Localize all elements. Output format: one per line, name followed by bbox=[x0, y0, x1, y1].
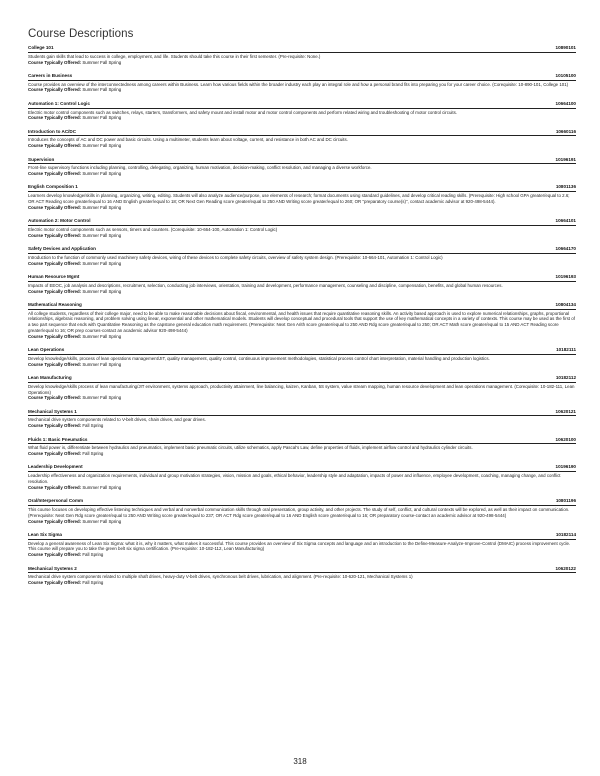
course-code: 10801136 bbox=[555, 184, 576, 190]
course-entry bbox=[28, 437, 576, 457]
offered-terms: Summer Fall Spring bbox=[82, 87, 122, 93]
course-description: Introduces the concepts of AC and DC power and basic circuits. Using a multimeter, students learn about voltage, current, and resistance in both AC and DC circuits. bbox=[28, 137, 348, 143]
course-code: 10620122 bbox=[555, 565, 576, 571]
course-entry bbox=[28, 73, 576, 93]
offered-label: Course Typically Offered: bbox=[28, 260, 82, 266]
course-name: Oral/Interpersonal Comm bbox=[28, 498, 84, 504]
offered-terms: Summer Fall Spring bbox=[82, 333, 122, 339]
course-name: Automation 1: Control Logic bbox=[28, 100, 91, 106]
page-number: 318 bbox=[293, 757, 307, 766]
offered-terms: Summer Fall Spring bbox=[82, 115, 122, 121]
page-title: Course Descriptions bbox=[28, 28, 134, 40]
course-code: 10196191 bbox=[555, 156, 576, 162]
course-code: 10890101 bbox=[555, 45, 576, 50]
course-header bbox=[28, 532, 576, 540]
course-entry bbox=[28, 101, 576, 121]
course-offered bbox=[28, 519, 576, 525]
course-entry bbox=[28, 409, 576, 429]
offered-terms: Summer Fall Spring bbox=[82, 288, 122, 294]
offered-label: Course Typically Offered: bbox=[28, 333, 82, 339]
offered-label: Course Typically Offered: bbox=[28, 451, 82, 457]
course-description: Develop a general awareness of Lean Six Sigma: what it is, why it matters, what makes it successful. This course provides an overview of Six Sigma concepts and language and an introduction to the Define-Measure-Analyze-Improve-Control (DMAIC) process improvement cycle. This course will prepare you to take the green belt six sigma certification. (Pre-requisite: 10-182-112, Lean Manufacturing) bbox=[28, 540, 571, 552]
offered-label: Course Typically Offered: bbox=[28, 552, 82, 558]
course-name: College 101 bbox=[28, 45, 54, 50]
course-description: What fluid power is, differentiate between hydraulics and pneumatics, implement basic pneumatic circuits, utilize schematics, apply Pascal's Law, define properties of fluids, implement airflow control and hydraulics cylinder circuits. bbox=[28, 445, 473, 451]
course-description: Mechanical drive system components related to V-belt drives, chain drives, and gear drives. bbox=[28, 417, 206, 423]
course-offered bbox=[28, 334, 576, 340]
offered-label: Course Typically Offered: bbox=[28, 395, 82, 401]
course-header bbox=[28, 347, 576, 355]
course-offered bbox=[28, 60, 576, 66]
course-header bbox=[28, 566, 576, 574]
course-code: 10105100 bbox=[555, 72, 576, 78]
course-name: Mechanical Systems 2 bbox=[28, 565, 77, 571]
course-entry bbox=[28, 566, 576, 586]
course-offered bbox=[28, 233, 576, 239]
course-name: Lean Operations bbox=[28, 347, 65, 353]
course-offered bbox=[28, 485, 576, 491]
course-code: 10196193 bbox=[555, 273, 576, 279]
offered-terms: Fall Spring bbox=[82, 552, 104, 558]
course-offered bbox=[28, 552, 576, 558]
course-code: 10664100 bbox=[555, 100, 576, 106]
course-name: Fluids 1: Basic Pneumatics bbox=[28, 436, 88, 442]
course-entry bbox=[28, 498, 576, 524]
offered-label: Course Typically Offered: bbox=[28, 143, 82, 149]
course-header bbox=[28, 375, 576, 383]
offered-terms: Fall Spring bbox=[82, 423, 104, 429]
course-header bbox=[28, 157, 576, 165]
course-description: Develop knowledge/skills process of lean manufacturing/JIT environment, systems approach, productivity attainment, line balancing, kaizen, Kanban, 5S system, value stream mapping, human resource development and lean operations management. (Corequisite: 10-182-111, Lean Operations) bbox=[28, 383, 575, 395]
course-header bbox=[28, 302, 576, 310]
course-offered bbox=[28, 451, 576, 457]
course-offered bbox=[28, 261, 576, 267]
course-code: 10620100 bbox=[555, 436, 576, 442]
course-description: All college students, regardless of their college major, need to be able to make reasonable decisions about fiscal, environmental, and health issues that require quantitative reasoning skills. An activity based approach is used to explore numerical relationships, graphs, proportional relationships, algebraic reasoning, and problem solving using linear, exponential and other mathematical models. Students will develop conceptual and procedural tools that support the use of key mathematical concepts in a variety of contexts. This course may be used as the first of a two part sequence that ends with Quantitative Reasoning as the capstone general education math requirement. (Prerequisite: Next Gen Arith score greater/equal to 250 AND Rdg score greater/equal to 250; OR ACT Math score greater/equal to 15 AND ACT Reading score greater/equal to 16; OR prep courses-contact an academic advisor 920-498-5444) bbox=[28, 310, 575, 333]
course-offered bbox=[28, 87, 576, 93]
course-offered bbox=[28, 205, 576, 211]
course-code: 10182112 bbox=[555, 374, 576, 380]
course-description: Electric motor control components such as switches, relays, starters, transformers, and safety mount and install motor and motor control components and perform related wiring and troubleshooting of motor control circuits. bbox=[28, 109, 458, 115]
course-description: Leadership effectiveness and organization requirements, individual and group motivation strategies, vision, mission and goals, ethical behavior, leadership style and adaptation, impacts of power and influence, employee development, coaching, managing change, and conflict resolution. bbox=[28, 473, 561, 485]
offered-terms: Summer Fall Spring bbox=[82, 260, 122, 266]
offered-terms: Summer Fall Spring bbox=[82, 361, 122, 367]
course-code: 10664170 bbox=[555, 246, 576, 252]
course-name: Supervision bbox=[28, 156, 55, 162]
course-header bbox=[28, 129, 576, 137]
course-header bbox=[28, 464, 576, 472]
course-name: English Composition 1 bbox=[28, 184, 78, 190]
course-description: Introduction to the function of commonly used machinery safety devices, wiring of these devices to complete safety circuits, overview of safety system design. (Prerequisite: 10-664-101, Automation 1: Control Logic) bbox=[28, 254, 443, 260]
course-code: 10182114 bbox=[555, 531, 576, 537]
offered-label: Course Typically Offered: bbox=[28, 484, 82, 490]
offered-terms: Fall Spring bbox=[82, 451, 104, 457]
offered-terms: Summer Fall Spring bbox=[82, 171, 122, 177]
course-entry bbox=[28, 184, 576, 210]
course-header bbox=[28, 498, 576, 506]
offered-terms: Summer Fall Spring bbox=[82, 59, 122, 65]
course-name: Mathematical Reasoning bbox=[28, 301, 82, 307]
course-description: Course provides an overview of the interconnectedness among careers within Business. Learn how various fields within the broader industry each play an integral role and how a personal brand fits into preparing you for your career choice. (Corequisite: 10-890-101, College 101) bbox=[28, 81, 569, 87]
course-description: Electric motor control components such as sensors, timers and counters. (Corequisite: 10-664-100, Automation 1: Control Logic) bbox=[28, 226, 278, 232]
offered-label: Course Typically Offered: bbox=[28, 423, 82, 429]
course-offered bbox=[28, 362, 576, 368]
course-header bbox=[28, 274, 576, 282]
offered-terms: Fall Spring bbox=[82, 580, 104, 586]
course-offered bbox=[28, 171, 576, 177]
offered-terms: Summer Fall Spring bbox=[82, 232, 122, 238]
course-code: 10664101 bbox=[555, 218, 576, 224]
course-name: Safety Devices and Application bbox=[28, 246, 96, 252]
course-offered bbox=[28, 289, 576, 295]
offered-label: Course Typically Offered: bbox=[28, 518, 82, 524]
course-offered bbox=[28, 143, 576, 149]
course-offered bbox=[28, 423, 576, 429]
course-offered bbox=[28, 580, 576, 586]
course-name: Lean Six Sigma bbox=[28, 531, 62, 537]
course-code: 10804134 bbox=[555, 301, 576, 307]
course-header bbox=[28, 73, 576, 81]
course-description: Learners develop knowledge/skills in planning, organizing, writing, editing. Students will also analyze audience/purpose, use elements of research; format documents using standard guidelines, and develop critical reading skills. (Prerequisite: High school GPA greater/equal to 2.6; OR ACT Reading score greater/equal to 16 AND English greater/equal to 18; OR Next Gen Reading score greater/equal to 250 AND Writing score greater/equal to 260; OR "preparatory course(s)", contact academic advisor at 920-498-5444). bbox=[28, 193, 570, 205]
course-header bbox=[28, 437, 576, 445]
course-name: Lean Manufacturing bbox=[28, 374, 72, 380]
course-description: Develop knowledge/skills, process of lean operations management/JIT, quality management, quality control, continuous improvement methodologies, statistical process control chart interpretation, material handling and production logistics. bbox=[28, 355, 490, 361]
offered-label: Course Typically Offered: bbox=[28, 171, 82, 177]
course-descriptions-page bbox=[28, 28, 576, 593]
course-entry bbox=[28, 45, 576, 65]
course-name: Human Resource Mgmt bbox=[28, 273, 80, 279]
course-code: 10196190 bbox=[555, 464, 576, 470]
course-header bbox=[28, 184, 576, 192]
course-header bbox=[28, 45, 576, 53]
course-description: This course focuses on developing effective listening techniques and verbal and nonverbal communication skills through oral presentation, group activity, and other projects. The study of self, conflict, and cultural contexts will be explored, as well as their impact on communication. (Prerequisite: Next Gen Rdg score greater/equal to 250 AND Writing score greater/equal to 237; OR ACT Rdg score greater/equal to 16 AND English score greater/equal to 16; OR preparatory course-contact an academic advisor at 920-498-5444) bbox=[28, 506, 570, 518]
offered-label: Course Typically Offered: bbox=[28, 361, 82, 367]
offered-terms: Summer Fall Spring bbox=[82, 484, 122, 490]
course-description: Front-line supervisory functions including planning, controlling, delegating, organizing, human motivation, decision-making, conflict resolution, and managing a diverse workforce. bbox=[28, 165, 372, 171]
course-description: Impacts of EEOC, job analysis and descriptions, recruitment, selection, conducting job interviews, orientation, training and development, performance management, counseling and discipline, compensation, benefits, and global human resources. bbox=[28, 282, 503, 288]
course-entry bbox=[28, 302, 576, 340]
course-entry bbox=[28, 129, 576, 149]
course-entry bbox=[28, 464, 576, 490]
offered-label: Course Typically Offered: bbox=[28, 232, 82, 238]
course-code: 10801196 bbox=[555, 498, 576, 504]
course-entry bbox=[28, 375, 576, 401]
offered-label: Course Typically Offered: bbox=[28, 580, 82, 586]
course-entry bbox=[28, 246, 576, 266]
course-code: 10620121 bbox=[555, 408, 576, 414]
course-offered bbox=[28, 115, 576, 121]
course-entry bbox=[28, 347, 576, 367]
offered-terms: Summer Fall Spring bbox=[82, 518, 122, 524]
course-description: Mechanical drive system components related to multiple shaft drives, heavy-duty V-belt drives, synchronous belt drives, lubrication, and alignment. (Pre-requisite: 10-620-121, Mechanical Systems 1) bbox=[28, 574, 413, 580]
course-code: 10660116 bbox=[555, 128, 576, 134]
offered-terms: Summer Fall Spring bbox=[82, 395, 122, 401]
course-entry bbox=[28, 274, 576, 294]
course-entry bbox=[28, 218, 576, 238]
course-header bbox=[28, 218, 576, 226]
offered-label: Course Typically Offered: bbox=[28, 87, 82, 93]
course-code: 10182111 bbox=[556, 347, 576, 353]
offered-terms: Summer Fall Spring bbox=[82, 204, 122, 210]
course-name: Careers in Business bbox=[28, 72, 73, 78]
course-list bbox=[28, 45, 576, 586]
course-header bbox=[28, 246, 576, 254]
course-entry bbox=[28, 532, 576, 558]
course-offered bbox=[28, 395, 576, 401]
course-description: Students gain skills that lead to success in college, employment, and life. Students should take this course in their first semester. (Pre-requisite: None.) bbox=[28, 53, 321, 59]
course-name: Mechanical Systems 1 bbox=[28, 408, 77, 414]
offered-label: Course Typically Offered: bbox=[28, 59, 82, 65]
offered-label: Course Typically Offered: bbox=[28, 115, 82, 121]
course-entry bbox=[28, 157, 576, 177]
course-name: Automation 2: Motor Control bbox=[28, 218, 91, 224]
offered-label: Course Typically Offered: bbox=[28, 288, 82, 294]
offered-terms: Summer Fall Spring bbox=[82, 143, 122, 149]
course-name: Introduction to AC/DC bbox=[28, 128, 77, 134]
offered-label: Course Typically Offered: bbox=[28, 204, 82, 210]
course-header bbox=[28, 101, 576, 109]
course-header bbox=[28, 409, 576, 417]
course-name: Leadership Development bbox=[28, 464, 83, 470]
